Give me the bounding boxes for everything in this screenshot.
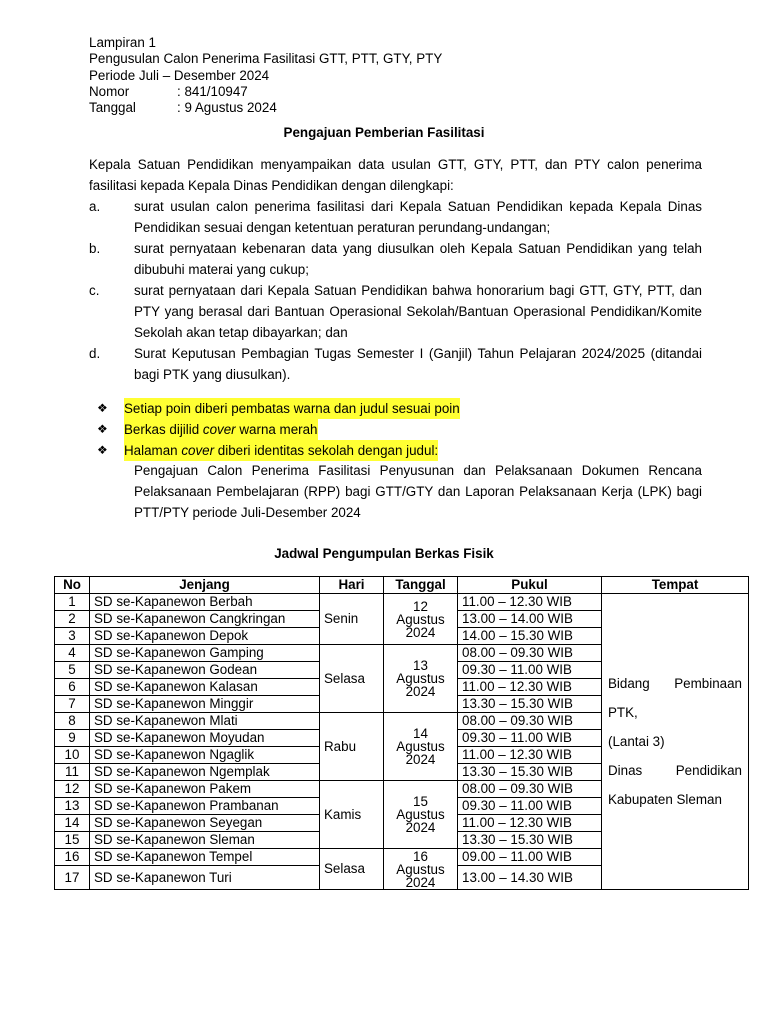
note-text-part: Halaman (124, 443, 182, 458)
no-cell: 5 (55, 662, 90, 679)
lampiran-label: Lampiran 1 (89, 35, 156, 50)
note-text-part: diberi identitas sekolah dengan judul: (214, 443, 439, 458)
column-header: Pukul (458, 577, 602, 594)
tanggal-year: 2024 (405, 874, 436, 890)
list-item (89, 280, 702, 343)
list-item-text: Surat Keputusan Pembagian Tugas Semester I (Ganjil) Tahun Pelajaran 2024/2025 (ditandai bagi PTK yang diusulkan). (134, 346, 702, 382)
jenjang-cell: SD se-Kapanewon Mlati (90, 713, 320, 730)
list-marker: c. (89, 283, 100, 298)
jenjang-cell: SD se-Kapanewon Ngaglik (90, 747, 320, 764)
pukul-cell: 11.00 – 12.30 WIB (458, 747, 602, 764)
hari-cell: Selasa (320, 645, 384, 713)
no-cell: 16 (55, 849, 90, 866)
pukul-cell: 11.00 – 12.30 WIB (458, 815, 602, 832)
no-cell: 11 (55, 764, 90, 781)
pukul-cell: 09.00 – 11.00 WIB (458, 849, 602, 866)
no-cell: 3 (55, 628, 90, 645)
jenjang-cell: SD se-Kapanewon Ngemplak (90, 764, 320, 781)
requirements-list (89, 196, 702, 385)
note-text: Setiap poin diberi pembatas warna dan judul sesuai poin (124, 398, 460, 419)
column-header: Tempat (602, 577, 749, 594)
list-item (89, 343, 702, 385)
list-item-text: surat pernyataan kebenaran data yang diusulkan oleh Kepala Satuan Pendidikan yang telah dibubuhi materai yang cukup; (134, 241, 702, 277)
note-text-part: Berkas dijilid (124, 422, 203, 437)
tempat-line: Dinas Pendidikan Kabupaten Sleman (608, 763, 742, 807)
no-cell: 12 (55, 781, 90, 798)
no-cell: 7 (55, 696, 90, 713)
no-cell: 8 (55, 713, 90, 730)
jenjang-cell: SD se-Kapanewon Berbah (90, 594, 320, 611)
tanggal-year: 2024 (405, 820, 436, 835)
cover-title: Pengajuan Calon Penerima Fasilitasi Penyusunan dan Pelaksanaan Dokumen Rencana Pelaksanaan Pembelajaran (RPP) bagi GTT/GTY dan Laporan Pelaksanaan Kerja (LPK) bagi PTT/PTY periode Juli-Desember 2024 (134, 463, 702, 520)
note-text-italic: cover (202, 422, 236, 437)
no-cell: 9 (55, 730, 90, 747)
pukul-cell: 09.30 – 11.00 WIB (458, 730, 602, 747)
pukul-cell: 13.30 – 15.30 WIB (458, 832, 602, 849)
note-text (124, 440, 438, 461)
no-cell: 10 (55, 747, 90, 764)
no-cell: 13 (55, 798, 90, 815)
pukul-cell: 13.00 – 14.00 WIB (458, 611, 602, 628)
tanggal-cell (384, 713, 458, 781)
note-text (124, 419, 318, 440)
jenjang-cell: SD se-Kapanewon Minggir (90, 696, 320, 713)
tempat-line: (Lantai 3) (608, 734, 665, 749)
tanggal-day: 15 (413, 794, 428, 809)
column-header: Tanggal (384, 577, 458, 594)
nomor-row (89, 84, 442, 100)
tanggal-row (89, 100, 442, 116)
tanggal-day: 12 (413, 598, 428, 614)
jenjang-cell: SD se-Kapanewon Godean (90, 662, 320, 679)
diamond-bullet-icon: ❖ (97, 422, 108, 436)
jenjang-cell: SD se-Kapanewon Sleman (90, 832, 320, 849)
jenjang-cell: SD se-Kapanewon Depok (90, 628, 320, 645)
hari-cell: Rabu (320, 713, 384, 781)
tanggal-day: 16 (413, 848, 428, 864)
pukul-cell: 08.00 – 09.30 WIB (458, 645, 602, 662)
list-marker: d. (89, 346, 101, 361)
column-header: Jenjang (90, 577, 320, 594)
tanggal-cell (384, 849, 458, 890)
tanggal-cell (384, 645, 458, 713)
tanggal-month: Agustus (396, 807, 445, 822)
list-marker: b. (89, 241, 101, 256)
jenjang-cell: SD se-Kapanewon Prambanan (90, 798, 320, 815)
intro-paragraph: Kepala Satuan Pendidikan menyampaikan data usulan GTT, GTY, PTT, dan PTY calon penerima fasilitasi kepada Kepala Dinas Pendidikan dengan dilengkapi: (89, 157, 702, 193)
notes-list (97, 398, 702, 461)
tanggal-year: 2024 (405, 684, 436, 699)
no-cell: 17 (55, 866, 90, 890)
nomor-label: Nomor (89, 83, 130, 99)
note-item (97, 419, 702, 440)
list-marker: a. (89, 199, 101, 214)
subject-line: Pengusulan Calon Penerima Fasilitasi GTT, PTT, GTY, PTY (89, 51, 443, 67)
tanggal-month: Agustus (396, 671, 445, 686)
tanggal-value: : 9 Agustus 2024 (177, 100, 277, 116)
list-item-text: surat usulan calon penerima fasilitasi dari Kepala Satuan Pendidikan kepada Kepala Dinas Pendidikan sesuai dengan ketentuan peraturan perundang-undangan; (134, 199, 702, 235)
diamond-bullet-icon: ❖ (97, 401, 108, 415)
note-text-part: warna merah (235, 422, 318, 437)
jenjang-cell: SD se-Kapanewon Gamping (90, 645, 320, 662)
no-cell: 2 (55, 611, 90, 628)
schedule-table (54, 576, 749, 890)
section-title: Pengajuan Pemberian Fasilitasi (283, 125, 485, 140)
tanggal-cell (384, 594, 458, 645)
column-header: No (55, 577, 90, 594)
table-row (55, 594, 749, 611)
no-cell: 15 (55, 832, 90, 849)
pukul-cell: 13.00 – 14.30 WIB (458, 866, 602, 890)
tanggal-label: Tanggal (89, 100, 136, 116)
column-header: Hari (320, 577, 384, 594)
list-item (89, 238, 702, 280)
note-item (97, 440, 702, 461)
tanggal-cell (384, 781, 458, 849)
hari-cell: Kamis (320, 781, 384, 849)
note-text-italic: cover (181, 443, 215, 458)
document-header (89, 35, 442, 116)
periode-line: Periode Juli – Desember 2024 (89, 67, 270, 83)
pukul-cell: 09.30 – 11.00 WIB (458, 798, 602, 815)
list-item (89, 196, 702, 238)
pukul-cell: 11.00 – 12.30 WIB (458, 594, 602, 611)
tanggal-year: 2024 (405, 752, 436, 767)
jenjang-cell: SD se-Kapanewon Tempel (90, 849, 320, 866)
tempat-line: Bidang Pembinaan PTK, (608, 676, 742, 720)
tanggal-month: Agustus (396, 739, 445, 754)
schedule-title: Jadwal Pengumpulan Berkas Fisik (274, 546, 494, 561)
pukul-cell: 14.00 – 15.30 WIB (458, 628, 602, 645)
no-cell: 4 (55, 645, 90, 662)
list-item-text: surat pernyataan dari Kepala Satuan Pendidikan bahwa honorarium bagi GTT, GTY, PTT, dan PTY yang berasal dari Bantuan Operasional Sekolah/Bantuan Operasional Pendidikan/Komite Sekolah akan tetap dibayarkan; dan (134, 283, 702, 340)
pukul-cell: 13.30 – 15.30 WIB (458, 764, 602, 781)
tanggal-month: Agustus (396, 611, 445, 627)
no-cell: 14 (55, 815, 90, 832)
tanggal-month: Agustus (396, 861, 445, 877)
pukul-cell: 09.30 – 11.00 WIB (458, 662, 602, 679)
pukul-cell: 11.00 – 12.30 WIB (458, 679, 602, 696)
pukul-cell: 08.00 – 09.30 WIB (458, 713, 602, 730)
hari-cell: Senin (320, 594, 384, 645)
nomor-value: : 841/10947 (177, 83, 248, 99)
tanggal-day: 13 (413, 658, 428, 673)
tanggal-year: 2024 (405, 624, 436, 640)
jenjang-cell: SD se-Kapanewon Pakem (90, 781, 320, 798)
no-cell: 1 (55, 594, 90, 611)
table-header-row (55, 577, 749, 594)
jenjang-cell: SD se-Kapanewon Moyudan (90, 730, 320, 747)
pukul-cell: 13.30 – 15.30 WIB (458, 696, 602, 713)
tempat-cell (602, 594, 749, 890)
jenjang-cell: SD se-Kapanewon Cangkringan (90, 611, 320, 628)
jenjang-cell: SD se-Kapanewon Turi (90, 866, 320, 890)
jenjang-cell: SD se-Kapanewon Kalasan (90, 679, 320, 696)
note-item (97, 398, 702, 419)
tanggal-day: 14 (413, 726, 428, 741)
hari-cell: Selasa (320, 849, 384, 890)
jenjang-cell: SD se-Kapanewon Seyegan (90, 815, 320, 832)
no-cell: 6 (55, 679, 90, 696)
diamond-bullet-icon: ❖ (97, 443, 108, 457)
pukul-cell: 08.00 – 09.30 WIB (458, 781, 602, 798)
